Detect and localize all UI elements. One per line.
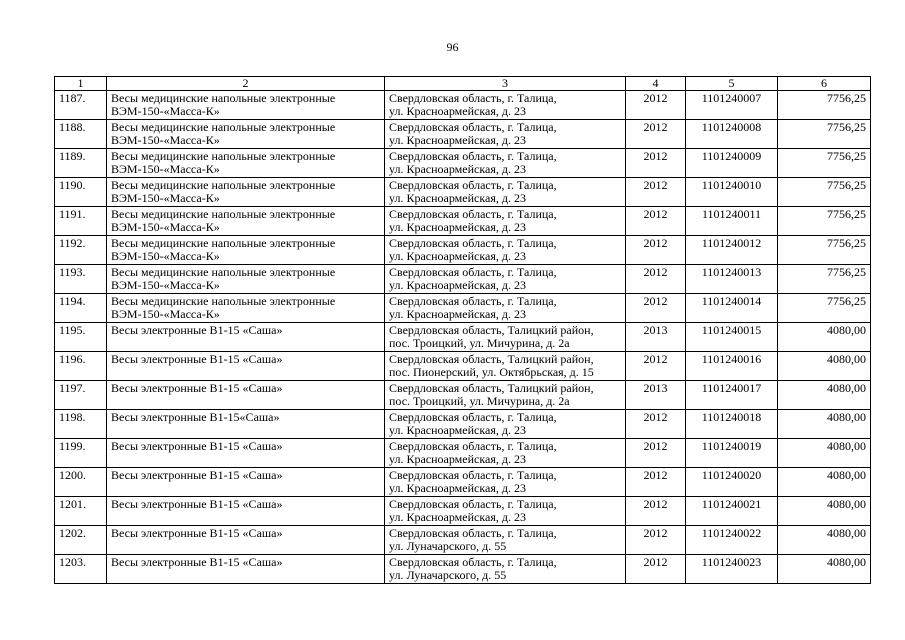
cost: 4080,00: [827, 555, 866, 569]
table-row: [55, 294, 871, 323]
address-cell: [385, 468, 626, 497]
year: 2012: [643, 120, 668, 134]
cost-cell: [778, 497, 871, 526]
cost: 4080,00: [827, 497, 866, 511]
row-number: 1187.: [59, 91, 86, 105]
address-cell: [385, 178, 626, 207]
inventory-number: 1101240017: [701, 381, 762, 395]
year-cell: [626, 178, 686, 207]
inventory-number: 1101240009: [701, 149, 762, 163]
item-name-line: Весы медицинские напольные электронные: [111, 91, 336, 105]
year-cell: [626, 91, 686, 120]
year: 2012: [643, 526, 668, 540]
table-row: [55, 323, 871, 352]
address-cell: [385, 120, 626, 149]
table-row: [55, 410, 871, 439]
item-name-line: Весы медицинские напольные электронные: [111, 149, 336, 163]
address-line: ул. Красноармейская, д. 23: [389, 510, 526, 524]
address-line: пос. Троицкий, ул. Мичурина, д. 2а: [389, 336, 570, 350]
year-cell: [626, 294, 686, 323]
row-number: 1190.: [59, 178, 86, 192]
table-row: [55, 468, 871, 497]
cost-cell: [778, 265, 871, 294]
year-cell: [626, 468, 686, 497]
inventory-number: 1101240020: [701, 468, 762, 482]
row-number-cell: [55, 468, 107, 497]
item-name-line: Весы электронные В1-15 «Саша»: [111, 555, 283, 569]
cost-cell: [778, 207, 871, 236]
inventory-number-cell: [686, 468, 778, 497]
address-line: ул. Красноармейская, д. 23: [389, 249, 526, 263]
table-row: [55, 207, 871, 236]
address-line: ул. Красноармейская, д. 23: [389, 133, 526, 147]
year: 2012: [643, 149, 668, 163]
address-line: Свердловская область, г. Талица,: [389, 526, 557, 540]
cost: 7756,25: [827, 294, 866, 308]
address-line: ул. Луначарского, д. 55: [389, 568, 507, 582]
table-row: [55, 555, 871, 584]
cost-cell: [778, 555, 871, 584]
row-number-cell: [55, 526, 107, 555]
inventory-number: 1101240015: [701, 323, 762, 337]
inventory-number: 1101240016: [701, 352, 762, 366]
inventory-number: 1101240013: [701, 265, 762, 279]
item-name-line: Весы медицинские напольные электронные: [111, 120, 336, 134]
inventory-number: 1101240018: [701, 410, 762, 424]
cost: 7756,25: [827, 207, 866, 221]
year: 2012: [643, 236, 668, 250]
address-line: Свердловская область, Талицкий район,: [389, 352, 594, 366]
item-name-cell: [107, 323, 385, 352]
address-line: Свердловская область, г. Талица,: [389, 178, 557, 192]
cost-cell: [778, 381, 871, 410]
address-line: ул. Красноармейская, д. 23: [389, 220, 526, 234]
address-line: Свердловская область, г. Талица,: [389, 497, 557, 511]
item-name-cell: [107, 91, 385, 120]
inventory-number-cell: [686, 294, 778, 323]
row-number-cell: [55, 439, 107, 468]
inventory-number-cell: [686, 265, 778, 294]
item-name-line: Весы медицинские напольные электронные: [111, 236, 336, 250]
table-row: [55, 526, 871, 555]
row-number-cell: [55, 91, 107, 120]
address-cell: [385, 265, 626, 294]
item-name-cell: [107, 236, 385, 265]
year: 2012: [643, 410, 668, 424]
item-name-cell: [107, 497, 385, 526]
table-row: [55, 265, 871, 294]
item-name-line: Весы электронные В1-15 «Саша»: [111, 439, 283, 453]
address-line: Свердловская область, г. Талица,: [389, 120, 557, 134]
inventory-number: 1101240014: [701, 294, 762, 308]
item-name-cell: [107, 178, 385, 207]
inventory-number: 1101240011: [701, 207, 762, 221]
item-name-line: Весы медицинские напольные электронные: [111, 207, 336, 221]
column-number: 3: [385, 77, 626, 91]
year: 2012: [643, 294, 668, 308]
item-name-cell: [107, 294, 385, 323]
cost: 4080,00: [827, 352, 866, 366]
address-line: ул. Красноармейская, д. 23: [389, 423, 526, 437]
item-name-cell: [107, 381, 385, 410]
row-number: 1200.: [59, 468, 86, 482]
address-line: пос. Троицкий, ул. Мичурина, д. 2а: [389, 394, 570, 408]
item-name-line: ВЭМ-150-«Масса-К»: [111, 278, 220, 292]
address-cell: [385, 294, 626, 323]
cost: 4080,00: [827, 410, 866, 424]
year-cell: [626, 381, 686, 410]
address-cell: [385, 352, 626, 381]
year: 2012: [643, 468, 668, 482]
row-number: 1196.: [59, 352, 86, 366]
cost: 7756,25: [827, 265, 866, 279]
address-cell: [385, 236, 626, 265]
inventory-number-cell: [686, 497, 778, 526]
row-number: 1191.: [59, 207, 86, 221]
column-number: 1: [55, 77, 107, 91]
item-name-cell: [107, 439, 385, 468]
column-number: 5: [686, 77, 778, 91]
address-line: ул. Красноармейская, д. 23: [389, 452, 526, 466]
inventory-number-cell: [686, 555, 778, 584]
inventory-number: 1101240012: [701, 236, 762, 250]
year-cell: [626, 439, 686, 468]
item-name-line: Весы электронные В1-15«Саша»: [111, 410, 280, 424]
cost: 7756,25: [827, 178, 866, 192]
inventory-number: 1101240007: [701, 91, 762, 105]
row-number: 1201.: [59, 497, 86, 511]
address-line: Свердловская область, г. Талица,: [389, 149, 557, 163]
year: 2012: [643, 439, 668, 453]
table-row: [55, 178, 871, 207]
address-line: пос. Пионерский, ул. Октябрьская, д. 15: [389, 365, 594, 379]
year: 2013: [643, 323, 668, 337]
item-name-cell: [107, 555, 385, 584]
inventory-number: 1101240023: [701, 555, 762, 569]
year-cell: [626, 497, 686, 526]
address-line: ул. Красноармейская, д. 23: [389, 191, 526, 205]
address-line: ул. Луначарского, д. 55: [389, 539, 507, 553]
cost: 4080,00: [827, 323, 866, 337]
inventory-number: 1101240019: [701, 439, 762, 453]
inventory-number: 1101240022: [701, 526, 762, 540]
inventory-number-cell: [686, 120, 778, 149]
item-name-line: ВЭМ-150-«Масса-К»: [111, 133, 220, 147]
cost: 7756,25: [827, 120, 866, 134]
item-name-line: Весы электронные В1-15 «Саша»: [111, 381, 283, 395]
table-row: [55, 120, 871, 149]
item-name-cell: [107, 410, 385, 439]
item-name-cell: [107, 149, 385, 178]
year-cell: [626, 410, 686, 439]
address-cell: [385, 323, 626, 352]
row-number-cell: [55, 410, 107, 439]
row-number-cell: [55, 178, 107, 207]
property-table: [54, 76, 871, 584]
address-line: ул. Красноармейская, д. 23: [389, 162, 526, 176]
inventory-number-cell: [686, 149, 778, 178]
inventory-number-cell: [686, 91, 778, 120]
address-cell: [385, 207, 626, 236]
row-number: 1189.: [59, 149, 86, 163]
address-cell: [385, 410, 626, 439]
year: 2012: [643, 497, 668, 511]
year-cell: [626, 120, 686, 149]
year-cell: [626, 265, 686, 294]
address-line: Свердловская область, г. Талица,: [389, 439, 557, 453]
cost: 7756,25: [827, 91, 866, 105]
year: 2013: [643, 381, 668, 395]
address-cell: [385, 439, 626, 468]
inventory-number-cell: [686, 178, 778, 207]
row-number: 1199.: [59, 439, 86, 453]
table-row: [55, 381, 871, 410]
row-number-cell: [55, 120, 107, 149]
cost-cell: [778, 149, 871, 178]
row-number: 1192.: [59, 236, 86, 250]
item-name-cell: [107, 526, 385, 555]
item-name-line: ВЭМ-150-«Масса-К»: [111, 249, 220, 263]
year: 2012: [643, 178, 668, 192]
address-line: Свердловская область, г. Талица,: [389, 468, 557, 482]
row-number: 1198.: [59, 410, 86, 424]
year-cell: [626, 526, 686, 555]
row-number-cell: [55, 236, 107, 265]
cost-cell: [778, 294, 871, 323]
address-cell: [385, 91, 626, 120]
cost-cell: [778, 439, 871, 468]
row-number: 1197.: [59, 381, 86, 395]
address-cell: [385, 497, 626, 526]
cost-cell: [778, 236, 871, 265]
inventory-number-cell: [686, 381, 778, 410]
item-name-line: ВЭМ-150-«Масса-К»: [111, 307, 220, 321]
cost: 7756,25: [827, 149, 866, 163]
address-cell: [385, 555, 626, 584]
year-cell: [626, 236, 686, 265]
row-number-cell: [55, 352, 107, 381]
table-row: [55, 91, 871, 120]
address-cell: [385, 149, 626, 178]
table-row: [55, 149, 871, 178]
row-number-cell: [55, 555, 107, 584]
table-row: [55, 352, 871, 381]
cost: 4080,00: [827, 526, 866, 540]
row-number-cell: [55, 207, 107, 236]
item-name-line: Весы электронные В1-15 «Саша»: [111, 468, 283, 482]
address-cell: [385, 526, 626, 555]
address-line: ул. Красноармейская, д. 23: [389, 481, 526, 495]
item-name-line: Весы медицинские напольные электронные: [111, 265, 336, 279]
table-row: [55, 497, 871, 526]
row-number: 1188.: [59, 120, 86, 134]
row-number: 1195.: [59, 323, 86, 337]
inventory-number-cell: [686, 439, 778, 468]
table-row: [55, 236, 871, 265]
cost-cell: [778, 352, 871, 381]
item-name-cell: [107, 265, 385, 294]
year-cell: [626, 149, 686, 178]
cost-cell: [778, 323, 871, 352]
column-number: 6: [778, 77, 871, 91]
cost-cell: [778, 468, 871, 497]
cost: 4080,00: [827, 381, 866, 395]
inventory-number: 1101240010: [701, 178, 762, 192]
row-number: 1194.: [59, 294, 86, 308]
page-number: 96: [446, 40, 459, 54]
address-line: Свердловская область, г. Талица,: [389, 555, 557, 569]
inventory-number-cell: [686, 207, 778, 236]
item-name-line: ВЭМ-150-«Масса-К»: [111, 220, 220, 234]
year-cell: [626, 207, 686, 236]
address-line: Свердловская область, г. Талица,: [389, 91, 557, 105]
item-name-cell: [107, 120, 385, 149]
inventory-number-cell: [686, 236, 778, 265]
row-number-cell: [55, 381, 107, 410]
item-name-line: Весы медицинские напольные электронные: [111, 294, 336, 308]
item-name-line: Весы электронные В1-15 «Саша»: [111, 497, 283, 511]
year: 2012: [643, 265, 668, 279]
inventory-number-cell: [686, 410, 778, 439]
row-number-cell: [55, 497, 107, 526]
row-number-cell: [55, 294, 107, 323]
year: 2012: [643, 91, 668, 105]
item-name-line: Весы электронные В1-15 «Саша»: [111, 352, 283, 366]
year-cell: [626, 352, 686, 381]
year: 2012: [643, 207, 668, 221]
inventory-number-cell: [686, 352, 778, 381]
address-line: ул. Красноармейская, д. 23: [389, 278, 526, 292]
inventory-number-cell: [686, 526, 778, 555]
address-line: Свердловская область, г. Талица,: [389, 410, 557, 424]
item-name-line: ВЭМ-150-«Масса-К»: [111, 162, 220, 176]
address-line: Свердловская область, г. Талица,: [389, 265, 557, 279]
inventory-number: 1101240021: [701, 497, 762, 511]
cost: 4080,00: [827, 439, 866, 453]
cost-cell: [778, 120, 871, 149]
item-name-cell: [107, 468, 385, 497]
year-cell: [626, 555, 686, 584]
address-line: Свердловская область, Талицкий район,: [389, 381, 594, 395]
table-row: [55, 439, 871, 468]
year: 2012: [643, 555, 668, 569]
address-line: Свердловская область, г. Талица,: [389, 236, 557, 250]
column-number-row: [55, 77, 871, 91]
inventory-number-cell: [686, 323, 778, 352]
item-name-cell: [107, 207, 385, 236]
cost-cell: [778, 410, 871, 439]
row-number-cell: [55, 149, 107, 178]
column-number: 4: [626, 77, 686, 91]
address-line: Свердловская область, Талицкий район,: [389, 323, 594, 337]
row-number: 1202.: [59, 526, 86, 540]
cost-cell: [778, 526, 871, 555]
item-name-line: Весы электронные В1-15 «Саша»: [111, 526, 283, 540]
address-line: Свердловская область, г. Талица,: [389, 294, 557, 308]
item-name-line: Весы электронные В1-15 «Саша»: [111, 323, 283, 337]
cost-cell: [778, 178, 871, 207]
item-name-line: ВЭМ-150-«Масса-К»: [111, 191, 220, 205]
row-number: 1203.: [59, 555, 86, 569]
year-cell: [626, 323, 686, 352]
address-cell: [385, 381, 626, 410]
address-line: Свердловская область, г. Талица,: [389, 207, 557, 221]
cost-cell: [778, 91, 871, 120]
cost: 7756,25: [827, 236, 866, 250]
year: 2012: [643, 352, 668, 366]
address-line: ул. Красноармейская, д. 23: [389, 307, 526, 321]
row-number: 1193.: [59, 265, 86, 279]
address-line: ул. Красноармейская, д. 23: [389, 104, 526, 118]
item-name-line: ВЭМ-150-«Масса-К»: [111, 104, 220, 118]
column-number: 2: [107, 77, 385, 91]
cost: 4080,00: [827, 468, 866, 482]
inventory-number: 1101240008: [701, 120, 762, 134]
item-name-line: Весы медицинские напольные электронные: [111, 178, 336, 192]
row-number-cell: [55, 265, 107, 294]
row-number-cell: [55, 323, 107, 352]
item-name-cell: [107, 352, 385, 381]
